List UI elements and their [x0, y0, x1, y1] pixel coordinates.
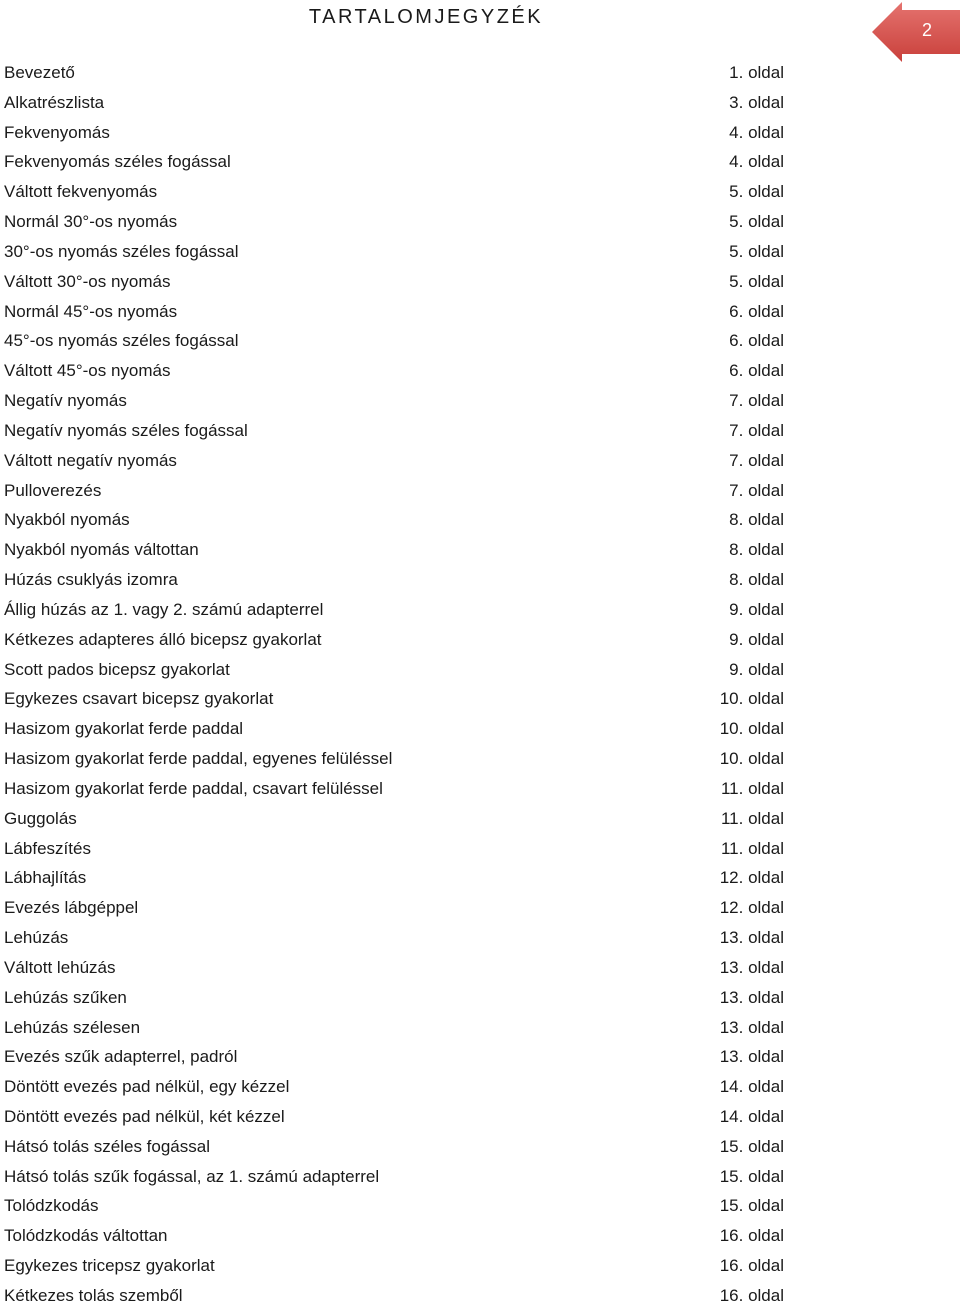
toc-entry-page: 13. oldal	[719, 957, 784, 977]
toc-entry-title: Normál 30°-os nyomás	[4, 212, 178, 232]
toc-entry-title: Váltott 30°-os nyomás	[4, 271, 171, 291]
toc-entry-title: Lehúzás	[4, 928, 69, 948]
toc-entry-title: Egykezes tricepsz gyakorlat	[4, 1256, 215, 1276]
toc-entry-page: 15. oldal	[719, 1196, 784, 1216]
toc-entry-page: 6. oldal	[729, 361, 784, 381]
toc-entry-page: 15. oldal	[719, 1166, 784, 1186]
toc-entry-title: Evezés lábgéppel	[4, 898, 139, 918]
toc-entry-page: 11. oldal	[720, 838, 784, 858]
toc-entry-page: 4. oldal	[729, 152, 784, 172]
toc-entry[interactable]	[0, 714, 800, 744]
toc-entry[interactable]	[0, 1132, 800, 1162]
toc-entry-page: 13. oldal	[719, 928, 784, 948]
toc-entry-title: Váltott fekvenyomás	[4, 182, 158, 202]
toc-entry[interactable]	[0, 118, 800, 148]
toc-entry-title: Fekvenyomás	[4, 122, 110, 142]
toc-entry[interactable]	[0, 297, 800, 327]
toc-entry-title: Lábhajlítás	[4, 868, 87, 888]
toc-entry-title: Hasizom gyakorlat ferde paddal, csavart felüléssel	[4, 778, 383, 798]
toc-entry[interactable]	[0, 505, 800, 535]
toc-entry-title: 30°-os nyomás széles fogással	[4, 241, 239, 261]
toc-entry[interactable]	[0, 923, 800, 953]
toc-entry-page: 6. oldal	[729, 331, 784, 351]
toc-entry-title: Tolódzkodás váltottan	[4, 1226, 168, 1246]
toc-entry-page: 5. oldal	[729, 182, 784, 202]
toc-entry-title: Tolódzkodás	[4, 1196, 99, 1216]
page-title: TARTALOMJEGYZÉK	[308, 6, 544, 28]
toc-entry-title: Hasizom gyakorlat ferde paddal	[4, 719, 244, 739]
toc-entry-page: 12. oldal	[719, 898, 784, 918]
toc-entry-page: 5. oldal	[729, 271, 784, 291]
toc-entry[interactable]	[0, 744, 800, 774]
toc-entry-title: Váltott negatív nyomás	[4, 450, 177, 470]
table-of-contents	[0, 58, 800, 1311]
toc-entry[interactable]	[0, 595, 800, 625]
toc-entry-title: Alkatrészlista	[4, 92, 105, 112]
toc-entry-page: 13. oldal	[719, 1047, 784, 1067]
toc-entry-page: 5. oldal	[729, 241, 784, 261]
toc-entry[interactable]	[0, 386, 800, 416]
toc-entry-page: 5. oldal	[729, 212, 784, 232]
toc-entry[interactable]	[0, 953, 800, 983]
toc-entry[interactable]	[0, 356, 800, 386]
toc-entry-title: Negatív nyomás széles fogással	[4, 420, 248, 440]
toc-entry-title: Egykezes csavart bicepsz gyakorlat	[4, 689, 274, 709]
toc-entry-page: 11. oldal	[720, 808, 784, 828]
toc-entry[interactable]	[0, 416, 800, 446]
toc-entry[interactable]	[0, 983, 800, 1013]
toc-entry-title: Állig húzás az 1. vagy 2. számú adapterrel	[4, 599, 324, 619]
toc-entry-page: 16. oldal	[719, 1256, 784, 1276]
toc-entry-title: Kétkezes tolás szemből	[4, 1285, 183, 1305]
toc-entry-page: 8. oldal	[729, 510, 784, 530]
toc-entry[interactable]	[0, 177, 800, 207]
toc-entry[interactable]	[0, 1251, 800, 1281]
toc-entry[interactable]	[0, 1221, 800, 1251]
toc-entry[interactable]	[0, 237, 800, 267]
toc-entry-title: 45°-os nyomás széles fogással	[4, 331, 239, 351]
toc-entry-page: 8. oldal	[729, 570, 784, 590]
toc-entry[interactable]	[0, 326, 800, 356]
toc-entry-page: 10. oldal	[719, 719, 784, 739]
toc-entry[interactable]	[0, 1013, 800, 1043]
toc-entry-title: Hasizom gyakorlat ferde paddal, egyenes felüléssel	[4, 749, 393, 769]
toc-entry[interactable]	[0, 804, 800, 834]
toc-entry[interactable]	[0, 476, 800, 506]
toc-entry-title: Húzás csuklyás izomra	[4, 570, 178, 590]
toc-entry[interactable]	[0, 207, 800, 237]
toc-entry-title: Fekvenyomás széles fogással	[4, 152, 231, 172]
toc-entry-title: Döntött evezés pad nélkül, két kézzel	[4, 1106, 285, 1126]
page-number: 2	[921, 20, 932, 40]
toc-entry[interactable]	[0, 1072, 800, 1102]
toc-entry[interactable]	[0, 1042, 800, 1072]
toc-entry-page: 9. oldal	[729, 659, 784, 679]
toc-entry-page: 3. oldal	[729, 92, 784, 112]
toc-entry-page: 14. oldal	[719, 1106, 784, 1126]
toc-entry-page: 10. oldal	[719, 749, 784, 769]
toc-entry[interactable]	[0, 655, 800, 685]
toc-entry-title: Váltott lehúzás	[4, 957, 116, 977]
toc-entry[interactable]	[0, 863, 800, 893]
toc-entry[interactable]	[0, 58, 800, 88]
toc-entry-page: 4. oldal	[729, 122, 784, 142]
toc-entry-title: Normál 45°-os nyomás	[4, 301, 178, 321]
toc-entry-page: 7. oldal	[729, 420, 784, 440]
toc-entry-title: Negatív nyomás	[4, 391, 127, 411]
toc-entry-title: Bevezető	[4, 63, 75, 82]
toc-entry-title: Kétkezes adapteres álló bicepsz gyakorlat	[4, 629, 322, 649]
toc-entry-title: Lehúzás szélesen	[4, 1017, 141, 1037]
toc-entry-page: 6. oldal	[729, 301, 784, 321]
toc-entry[interactable]	[0, 774, 800, 804]
toc-entry[interactable]	[0, 893, 800, 923]
toc-entry-page: 15. oldal	[719, 1136, 784, 1156]
toc-entry-page: 14. oldal	[719, 1077, 784, 1097]
toc-entry-page: 7. oldal	[729, 450, 784, 470]
toc-entry[interactable]	[0, 88, 800, 118]
toc-entry-page: 7. oldal	[729, 391, 784, 411]
toc-entry[interactable]	[0, 1162, 800, 1192]
toc-entry[interactable]	[0, 684, 800, 714]
toc-entry[interactable]	[0, 1102, 800, 1132]
toc-entry[interactable]	[0, 565, 800, 595]
toc-entry-title: Nyakból nyomás váltottan	[4, 540, 199, 560]
toc-entry-page: 9. oldal	[729, 599, 784, 619]
toc-entry-title: Pulloverezés	[4, 480, 102, 500]
toc-entry[interactable]	[0, 834, 800, 864]
toc-entry-page: 13. oldal	[719, 987, 784, 1007]
toc-entry[interactable]	[0, 1191, 800, 1221]
toc-entry-title: Nyakból nyomás	[4, 510, 130, 530]
toc-entry-page: 9. oldal	[729, 629, 784, 649]
toc-entry-title: Döntött evezés pad nélkül, egy kézzel	[4, 1077, 290, 1097]
toc-entry[interactable]	[0, 535, 800, 565]
toc-entry-page: 8. oldal	[729, 540, 784, 560]
toc-entry-page: 1. oldal	[729, 63, 784, 82]
toc-entry-title: Váltott 45°-os nyomás	[4, 361, 171, 381]
toc-entry-title: Guggolás	[4, 808, 77, 828]
toc-entry-page: 7. oldal	[729, 480, 784, 500]
toc-entry-title: Lehúzás szűken	[4, 987, 127, 1007]
toc-entry[interactable]	[0, 625, 800, 655]
toc-entry[interactable]	[0, 1281, 800, 1311]
toc-entry-title: Lábfeszítés	[4, 838, 91, 858]
toc-entry[interactable]	[0, 267, 800, 297]
toc-entry-page: 12. oldal	[719, 868, 784, 888]
toc-entry[interactable]	[0, 147, 800, 177]
toc-entry-title: Scott pados bicepsz gyakorlat	[4, 659, 230, 679]
toc-entry-title: Hátsó tolás széles fogással	[4, 1136, 210, 1156]
toc-entry[interactable]	[0, 446, 800, 476]
toc-entry-page: 13. oldal	[719, 1017, 784, 1037]
toc-entry-page: 16. oldal	[719, 1226, 784, 1246]
toc-entry-title: Hátsó tolás szűk fogással, az 1. számú adapterrel	[4, 1166, 380, 1186]
toc-entry-title: Evezés szűk adapterrel, padról	[4, 1047, 238, 1067]
toc-entry-page: 11. oldal	[720, 778, 784, 798]
toc-entry-page: 10. oldal	[719, 689, 784, 709]
page-number-badge	[872, 2, 960, 64]
toc-entry-page: 16. oldal	[719, 1285, 784, 1305]
